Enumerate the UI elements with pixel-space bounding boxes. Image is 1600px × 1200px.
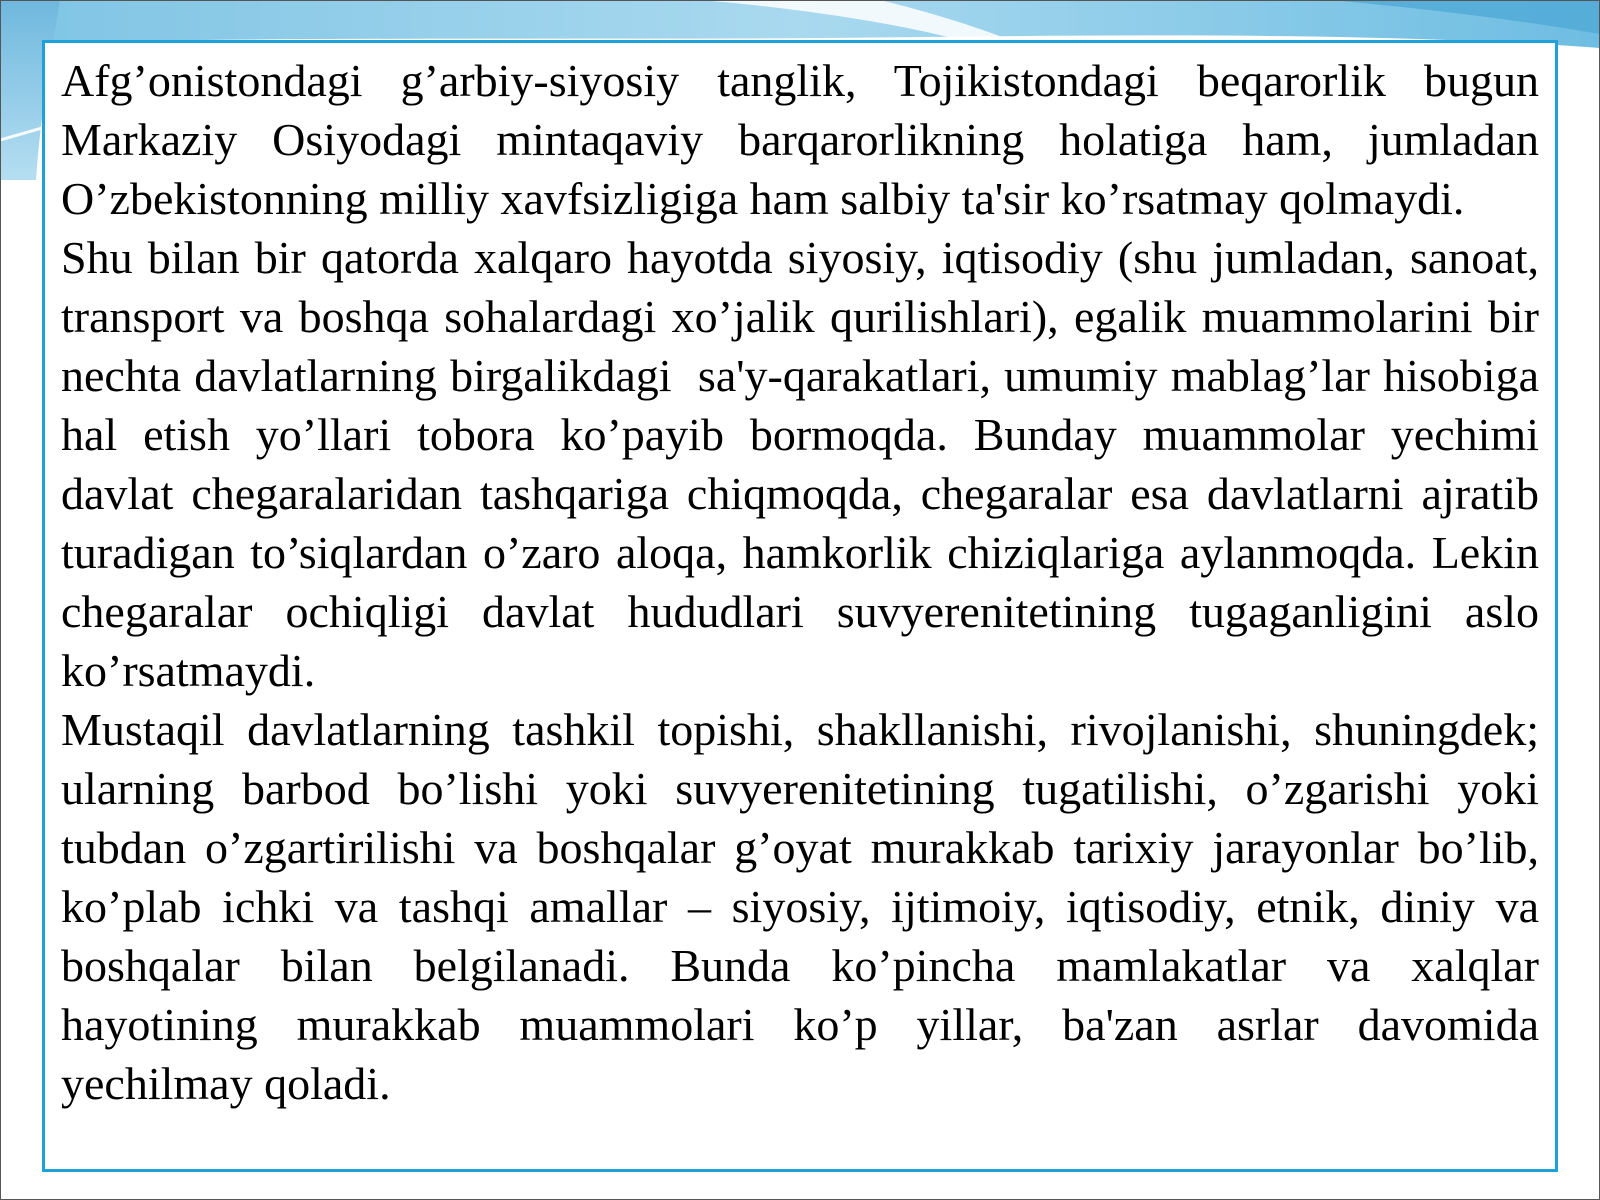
text-content-box [42, 40, 1558, 1172]
paragraph-2: Shu bilan bir qatorda xalqaro hayotda siyosiy, iqtisodiy (shu jumladan, sanoat, transport va boshqa sohalardagi xo’jalik qurilishlari), egalik muammolarini bir nechta davlatlarning birgalikdagi sa'y-qarakatlari, umumiy mablag’lar hisobiga hal etish yo’llari tobora ko’payib bormoqda. Bunday muammolar yechimi davlat chegaralaridan tashqariga chiqmoqda, chegaralar esa davlatlarni ajratib turadigan to’siqlardan o’zaro aloqa, hamkorlik chiziqlariga aylanmoqda. Lekin chegaralar ochiqligi davlat hududlari suvyerenitetining tugaganligini aslo ko’rsatmaydi. [61, 232, 1551, 696]
paragraph-3: Mustaqil davlatlarning tashkil topishi, shakllanishi, rivojlanishi, shuningdek; ularning barbod bo’lishi yoki suvyerenitetining tugatilishi, o’zgarishi yoki tubdan o’zgartirilishi va boshqalar g’oyat murakkab tarixiy jarayonlar bo’lib, ko’plab ichki va tashqi amallar – siyosiy, ijtimoiy, iqtisodiy, etnik, diniy va boshqalar bilan belgilanadi. Bunda ko’pincha mamlakatlar va xalqlar hayotining murakkab muammolari ko’p yillar, ba'zan asrlar davomida yechilmay qoladi. [61, 704, 1551, 1109]
paragraph-1: Afg’onistondagi g’arbiy-siyosiy tanglik, Tojikistondagi beqarorlik bugun Markaziy Osiyodagi mintaqaviy barqarorlikning holatiga ham, jumladan O’zbekistonning milliy xavfsizligiga ham salbiy ta'sir ko’rsatmay qolmaydi. [61, 55, 1551, 224]
